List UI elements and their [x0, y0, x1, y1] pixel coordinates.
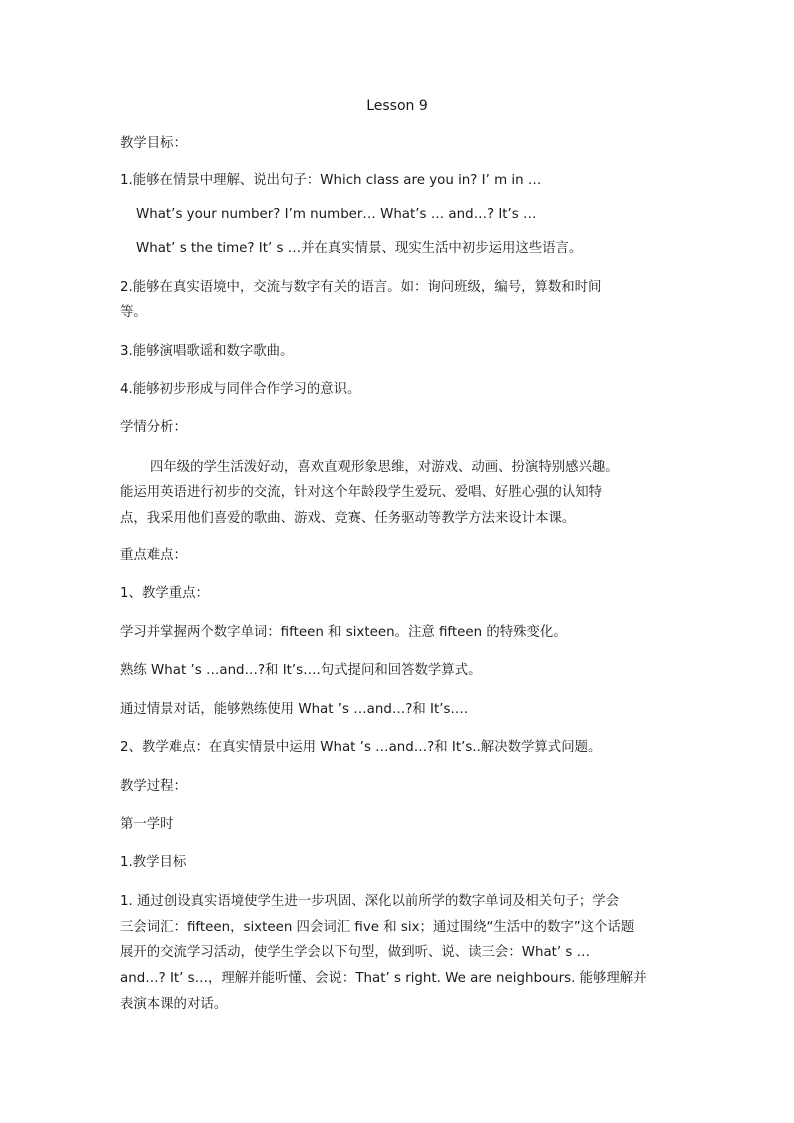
analysis-line3: 点，我采用他们喜爱的歌曲、游戏、竞赛、任务驱动等教学方法来设计本课。 [120, 511, 576, 526]
goal-1-line2: What’s your number? I’m number… What’s … and…? It’s … [136, 207, 537, 222]
period-goal-line1: 1. 通过创设真实语境使学生进一步巩固、深化以前所学的数字单词及相关句子；学会 [120, 894, 620, 909]
difficulty-item: 2、教学难点：在真实情景中运用 What ’s …and…?和 It’s..解决数学算式问题。 [120, 740, 602, 755]
focus-item-2: 熟练 What ’s …and…?和 It’s….句式提问和回答数学算式。 [120, 663, 482, 678]
analysis-line2: 能运用英语进行初步的交流，针对这个年龄段学生爱玩、爱唱、好胜心强的认知特 [120, 485, 603, 500]
focus-item-3: 通过情景对话，能够熟练使用 What ’s …and…?和 It’s…. [120, 702, 469, 717]
focus-item-1: 学习并掌握两个数字单词：fifteen 和 sixteen。注意 fifteen 的特殊变化。 [120, 625, 567, 640]
period-goal-line4: and…? It’ s…，理解并能听懂、会说：That’ s right. We are neighbours. 能够理解并 [120, 971, 647, 986]
period-goals-heading: 1.教学目标 [120, 855, 187, 870]
lesson-title: Lesson 9 [366, 98, 428, 114]
heading-key-points: 重点难点： [120, 548, 187, 563]
period-goal-line5: 表演本课的对话。 [120, 997, 228, 1012]
goal-1-line3: What’ s the time? It’ s …并在真实情景、现实生活中初步运用这些语言。 [136, 241, 583, 256]
heading-teaching-process: 教学过程： [120, 779, 187, 794]
period-goal-line2: 三会词汇：fifteen，sixteen 四会词汇 five 和 six；通过围绕“生活中的数字”这个话题 [120, 920, 635, 935]
heading-student-analysis: 学情分析： [120, 420, 187, 435]
goal-4-text: 4.能够初步形成与同伴合作学习的意识。 [120, 382, 361, 397]
subheading-key-focus: 1、教学重点： [120, 586, 209, 601]
goal-2-line2: 等。 [120, 305, 147, 320]
heading-teaching-goals: 教学目标： [120, 136, 187, 151]
analysis-line1: 四年级的学生活泼好动，喜欢直观形象思维，对游戏、动画、扮演特别感兴趣。 [150, 460, 619, 475]
goal-2-text: 2.能够在真实语境中，交流与数字有关的语言。如：询问班级，编号，算数和时间 [120, 280, 602, 295]
first-period: 第一学时 [120, 817, 174, 832]
goal-3-text: 3.能够演唱歌谣和数字歌曲。 [120, 344, 294, 359]
goal-1-text: 1.能够在情景中理解、说出句子：Which class are you in? I’ m in … [120, 173, 542, 188]
period-goal-line3: 展开的交流学习活动，使学生学会以下句型，做到听、说、读三会：What’ s … [120, 945, 591, 960]
